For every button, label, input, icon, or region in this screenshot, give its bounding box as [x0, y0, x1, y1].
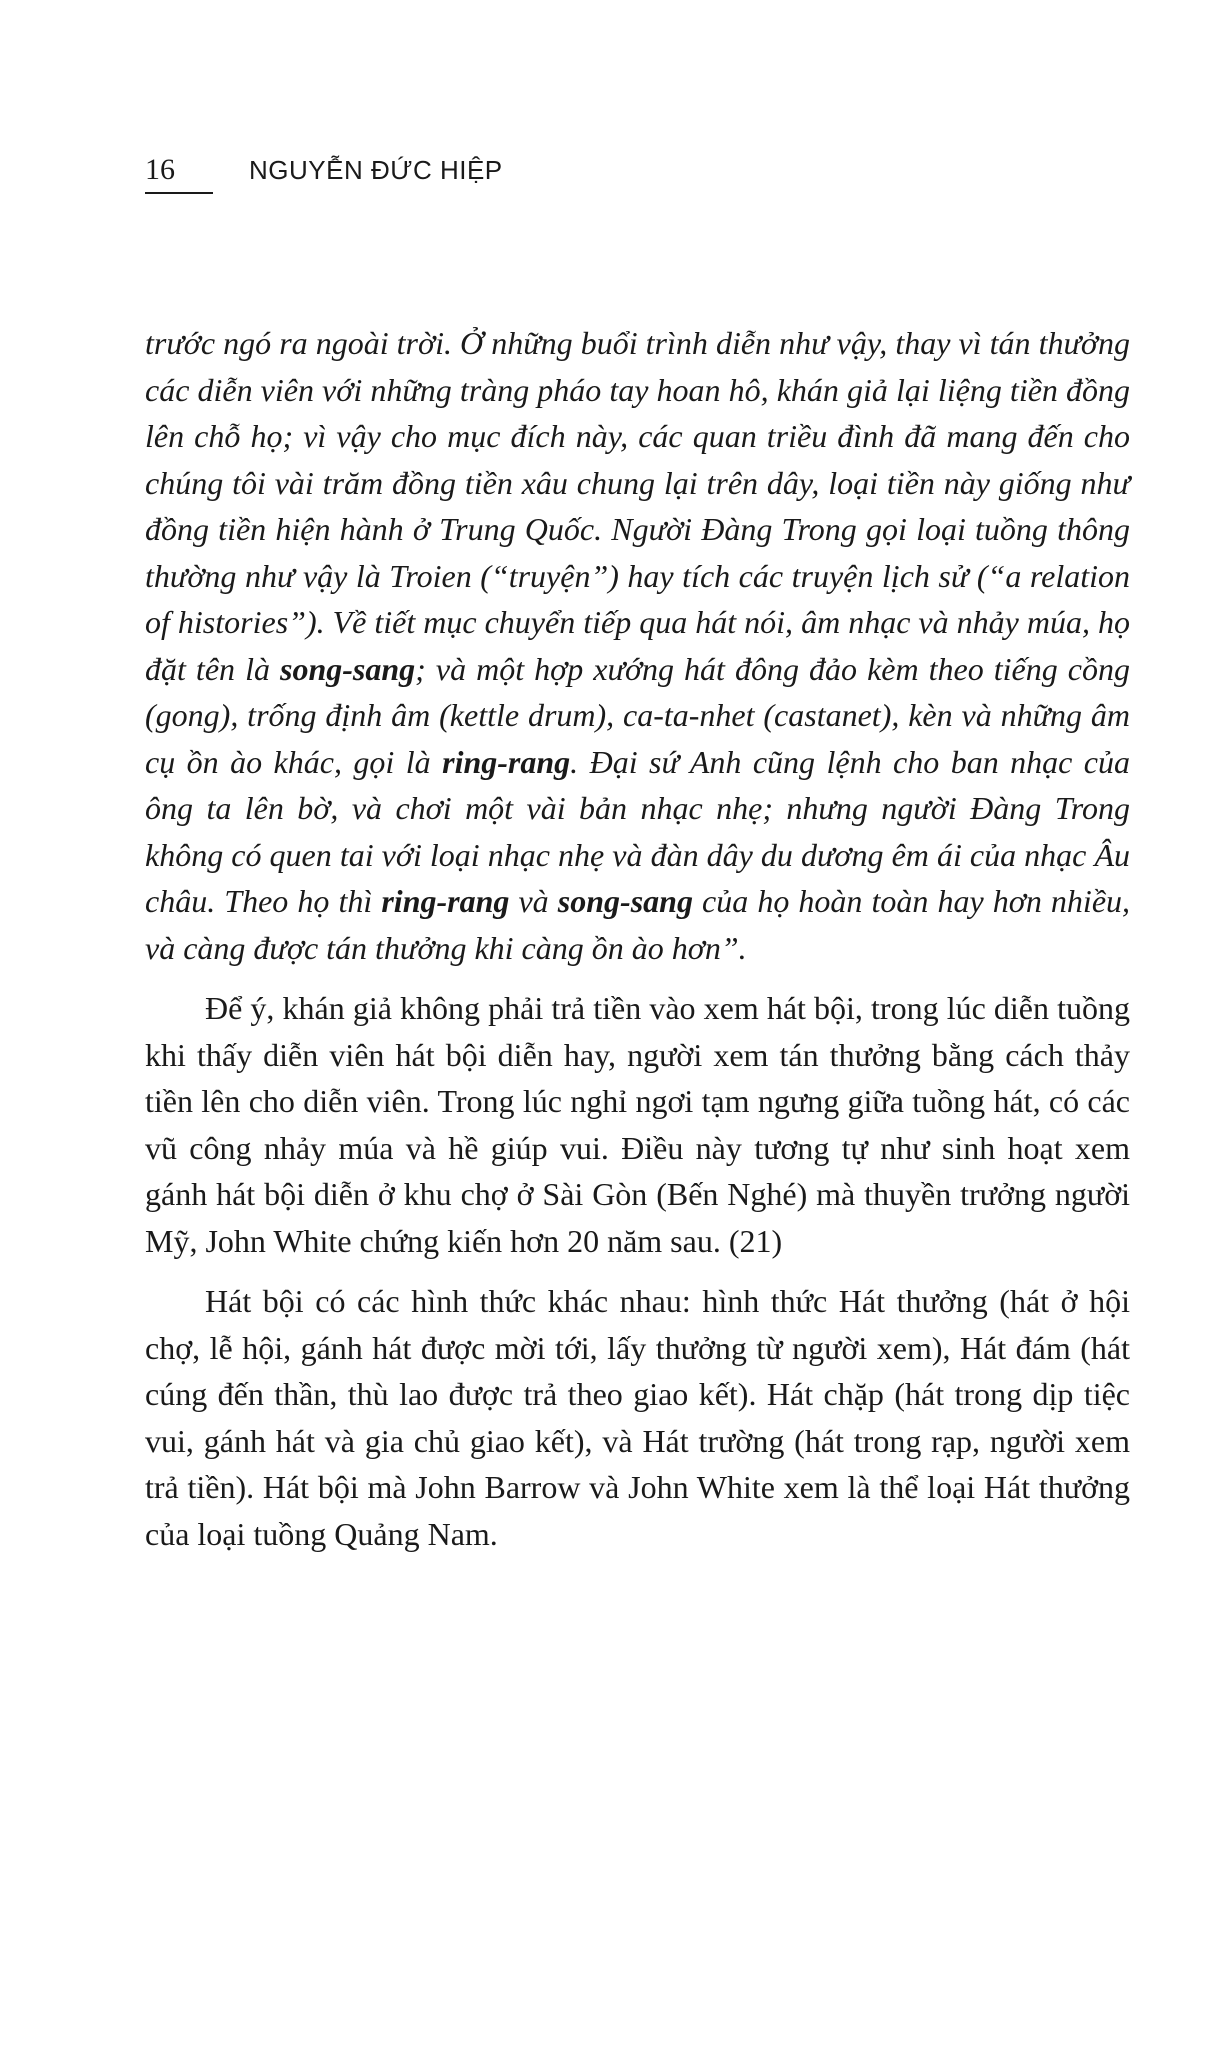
quote-text-5: của họ hoàn toàn hay hơn nhiều, và càng được tán thưởng khi càng ồn ào hơn”.	[145, 883, 1131, 966]
quote-text-1: trước ngó ra ngoài trời. Ở những buổi trình diễn như vậy, thay vì tán thưởng các diễn viên với những tràng pháo tay hoan hô, khán giả lại liệng tiền đồng lên chỗ họ; vì vậy cho mục đích này, các quan triều đình đã mang đến cho chúng tôi vài trăm đồng tiền xâu chung lại trên dây, loại tiền này giống như đồng tiền hiện hành ở Trung Quốc. Người Đàng Trong gọi loại tuồng thông thường như vậy là Troien (“truyện”) hay tích các truyện lịch sử (“a relation of histories”). Về tiết mục chuyển tiếp qua hát nói, âm nhạc và nhảy múa, họ đặt tên là	[145, 325, 1130, 687]
term-song-sang: song-sang	[280, 650, 416, 687]
quote-text-4: và	[509, 883, 558, 919]
term-song-sang: song-sang	[557, 883, 693, 919]
page-number: 16	[145, 153, 175, 186]
paragraph-forms: Hát bội có các hình thức khác nhau: hình thức Hát thưởng (hát ở hội chợ, lễ hội, gánh hát được mời tới, lấy thưởng từ người xem), Hát đám (hát cúng đến thần, thù lao được trả theo giao kết). Hát chặp (hát trong dịp tiệc vui, gánh hát và gia chủ giao kết), và Hát trường (hát trong rạp, người xem trả tiền). Hát bội mà John Barrow và John White xem là thể loại Hát thưởng của loại tuồng Quảng Nam.	[145, 1283, 1130, 1552]
running-header	[145, 150, 1045, 198]
quote-text-2: ; và một hợp xướng hát đông đảo kèm theo tiếng cồng (gong), trống định âm (kettle drum), ca-ta-nhet (castanet), kèn và những âm cụ ồn ào khác, gọi là	[145, 650, 1131, 780]
paragraph-audience: Để ý, khán giả không phải trả tiền vào xem hát bội, trong lúc diễn tuồng khi thấy diễn viên hát bội diễn hay, người xem tán thưởng bằng cách thảy tiền lên cho diễn viên. Trong lúc nghỉ ngơi tạm ngưng giữa tuồng hát, có các vũ công nhảy múa và hề giúp vui. Điều này tương tự như sinh hoạt xem gánh hát bội diễn ở khu chợ ở Sài Gòn (Bến Nghé) mà thuyền trưởng người Mỹ, John White chứng kiến hơn 20 năm sau. (21)	[145, 990, 1130, 1259]
page-body	[145, 320, 1130, 1557]
term-ring-rang: ring-rang	[442, 743, 571, 780]
author-name: NGUYỄN ĐỨC HIỆP	[249, 155, 503, 185]
page-number-underline	[145, 192, 213, 194]
term-ring-rang: ring-rang	[381, 883, 510, 919]
quoted-passage	[145, 320, 1130, 971]
quote-text-3: . Đại sứ Anh cũng lệnh cho ban nhạc của ông ta lên bờ, và chơi một vài bản nhạc nhẹ; nhưng người Đàng Trong không có quen tai với loại nhạc nhẹ và đàn dây du dương êm ái của nhạc Âu châu. Theo họ thì	[145, 743, 1131, 919]
